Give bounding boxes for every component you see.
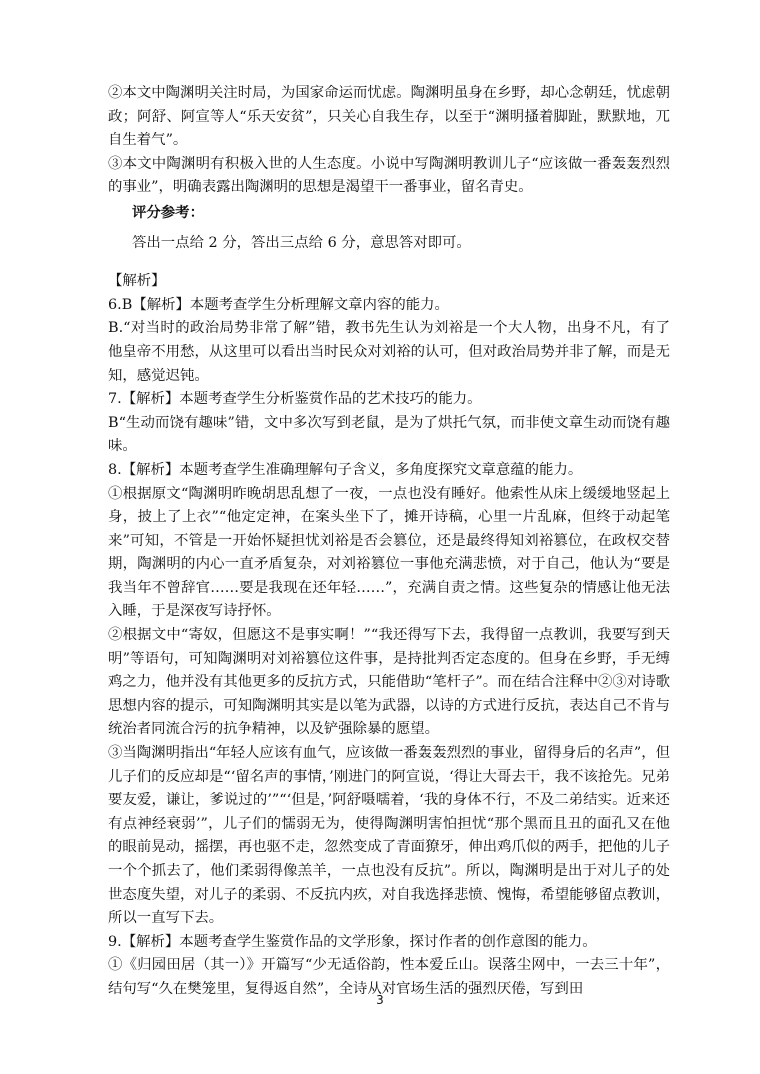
- analysis-q8-point-3: ③当陶渊明指出“年轻人应该有血气，应该做一番轰轰烈烈的事业，留得身后的名声”，但儿子们的反应却是“‘留名声的事情，’刚进门的阿宣说，‘得让大哥去干，我不该抢先。兄弟要友爱，谦让，爹说过的’”“‘但是，’阿舒嗫嚅着，‘我的身体不行，不及二弟结实。近来还有点神经衰弱’”，儿子们的懦弱无为，使得陶渊明害怕担忧“那个黑而且丑的面孔又在他的眼前晃动，摇摆，再也驱不走，忽然变成了青面獠牙，伸出鸡爪似的两手，把他的儿子一个个抓去了，他们柔弱得像羔羊，一点也没有反抗”。所以，陶渊明是出于对儿子的处世态度失望，对儿子的柔弱、不反抗内疚，对自我选择悲愤、愧悔，希望能够留点教训，所以一直写下去。: [108, 745, 670, 927]
- analysis-q7-body: B“生动而饶有趣味”错，文中多次写到老鼠，是为了烘托气氛，而非使文章生动而饶有趣味。: [108, 414, 670, 455]
- scoring-body: 答出一点给 2 分，答出三点给 6 分，意思答对即可。: [132, 234, 471, 251]
- paragraph-point-3: ③本文中陶渊明有积极入世的人生态度。小说中写陶渊明教训儿子“应该做一番轰轰烈烈的事业”，明确表露出陶渊明的思想是渴望干一番事业，留名青史。: [108, 155, 670, 196]
- analysis-q7-heading: 7.【解析】本题考查学生分析鉴赏作品的艺术技巧的能力。: [108, 391, 482, 408]
- page-body: [108, 82, 670, 1002]
- analysis-q8-point-2: ②根据文中“寄奴，但愿这不是事实啊！”“我还得写下去，我得留一点教训，我要写到天明”等语句，可知陶渊明对刘裕篡位这件事，是持批判否定态度的。但身在乡野，手无缚鸡之力，他并没有其他更多的反抗方式，只能借助“笔杆子”。而在结合注释中②③对诗歌思想内容的提示，可知陶渊明其实是以笔为武器，以诗的方式进行反抗，表达自己不肯与统治者同流合污的抗争精神，以及铲强除暴的愿望。: [108, 627, 670, 738]
- scoring-title: 评分参考：: [132, 203, 204, 221]
- analysis-q9-point-1: ①《归园田居（其一）》开篇写“少无适俗韵，性本爱丘山。误落尘网中，一去三十年”，结句写“久在樊笼里，复得返自然”，全诗从对官场生活的强烈厌倦，写到田: [108, 957, 670, 997]
- analysis-q6-body: B.“对当时的政治局势非常了解”错，教书先生认为刘裕是一个大人物，出身不凡，有了他皇帝不用愁，从这里可以看出当时民众对刘裕的认可，但对政治局势并非了解，而是无知，感觉迟钝。: [108, 320, 670, 384]
- analysis-q6-heading: 6.B【解析】本题考查学生分析理解文章内容的能力。: [108, 296, 449, 313]
- analysis-q9-heading: 9.【解析】本题考查学生鉴赏作品的文学形象，探讨作者的创作意图的能力。: [108, 933, 597, 950]
- paragraph-point-2: ②本文中陶渊明关注时局，为国家命运而忧虑。陶渊明虽身在乡野，却心念朝廷，忧虑朝政；阿舒、阿宣等人“乐天安贫”，只关心自我生存，以至于“渊明搔着脚趾，默默地，兀自生着气”。: [108, 85, 670, 149]
- analysis-q8-heading: 8.【解析】本题考查学生准确理解句子含义，多角度探究文章意蕴的能力。: [108, 461, 583, 478]
- analysis-q8-point-1: ①根据原文“陶渊明昨晚胡思乱想了一夜，一点也没有睡好。他索性从床上缓缓地竖起上身，披上了上衣”“他定定神，在案头坐下了，摊开诗稿，心里一片乱麻，但终于动起笔来”可知，不管是一开始怀疑担忧刘裕是否会篡位，还是最终得知刘裕篡位，在政权交替期，陶渊明的内心一直矛盾复杂，对刘裕篡位一事他充满悲愤，对于自己，他认为“要是我当年不曾辞官……要是我现在还年轻……”，充满自责之情。这些复杂的情感让他无法入睡，于是深夜写诗抒怀。: [108, 485, 670, 620]
- section-gap: [108, 255, 670, 270]
- analysis-heading: 【解析】: [108, 273, 166, 290]
- page-number: 3: [376, 993, 384, 1007]
